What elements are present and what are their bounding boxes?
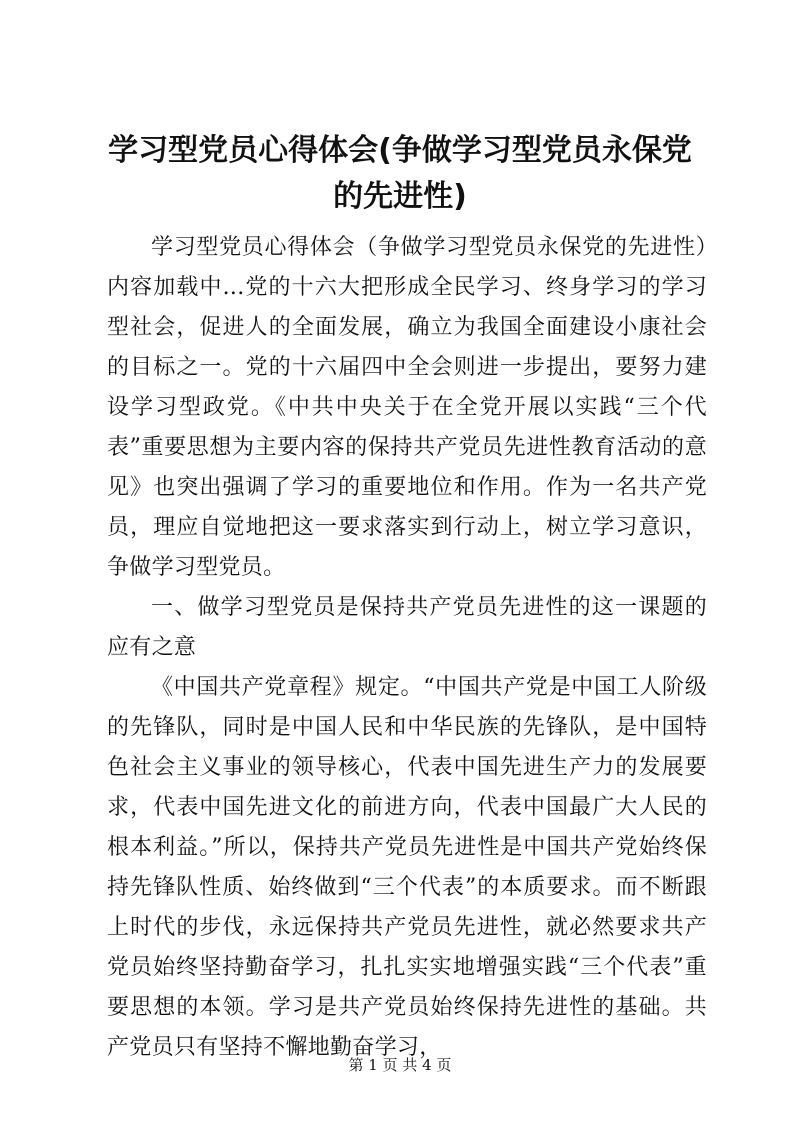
section-heading-1: 一、做学习型党员是保持共产党员先进性的这一课题的应有之意 bbox=[107, 595, 707, 660]
document-body bbox=[107, 228, 707, 1068]
paragraph-party-constitution: 《中国共产党章程》规定。“中国共产党是中国工人阶级的先锋队，同时是中国人民和中华民族的先锋队，是中国特色社会主义事业的领导核心，代表中国先进生产力的发展要求，代表中国先进文化的前进方向，代表中国最广大人民的根本利益。”所以，保持共产党员先进性是中国共产党始终保持先锋队性质、始终做到“三个代表”的本质要求。而不断跟上时代的步伐，永远保持共产党员先进性，就必然要求共产党员始终坚持勤奋学习，扎扎实实地增强实践“三个代表”重要思想的本领。学习是共产党员始终保持先进性的基础。共产党员只有坚持不懈地勤奋学习， bbox=[107, 675, 707, 1060]
paragraph-intro: 学习型党员心得体会（争做学习型党员永保党的先进性）内容加载中...党的十六大把形成全民学习、终身学习的学习型社会，促进人的全面发展，确立为我国全面建设小康社会的目标之一。党的十六届四中全会则进一步提出，要努力建设学习型政党。《中共中央关于在全党开展以实践“三个代表”重要思想为主要内容的保持共产党员先进性教育活动的意见》也突出强调了学习的重要地位和作用。作为一名共产党员，理应自觉地把这一要求落实到行动上，树立学习意识，争做学习型党员。 bbox=[107, 235, 707, 580]
document-title bbox=[100, 128, 700, 220]
page-footer: 第 1 页 共 4 页 bbox=[348, 1056, 452, 1074]
title-line-2: 的先进性) bbox=[333, 179, 467, 214]
title-line-1: 学习型党员心得体会(争做学习型党员永保党 bbox=[108, 133, 692, 168]
